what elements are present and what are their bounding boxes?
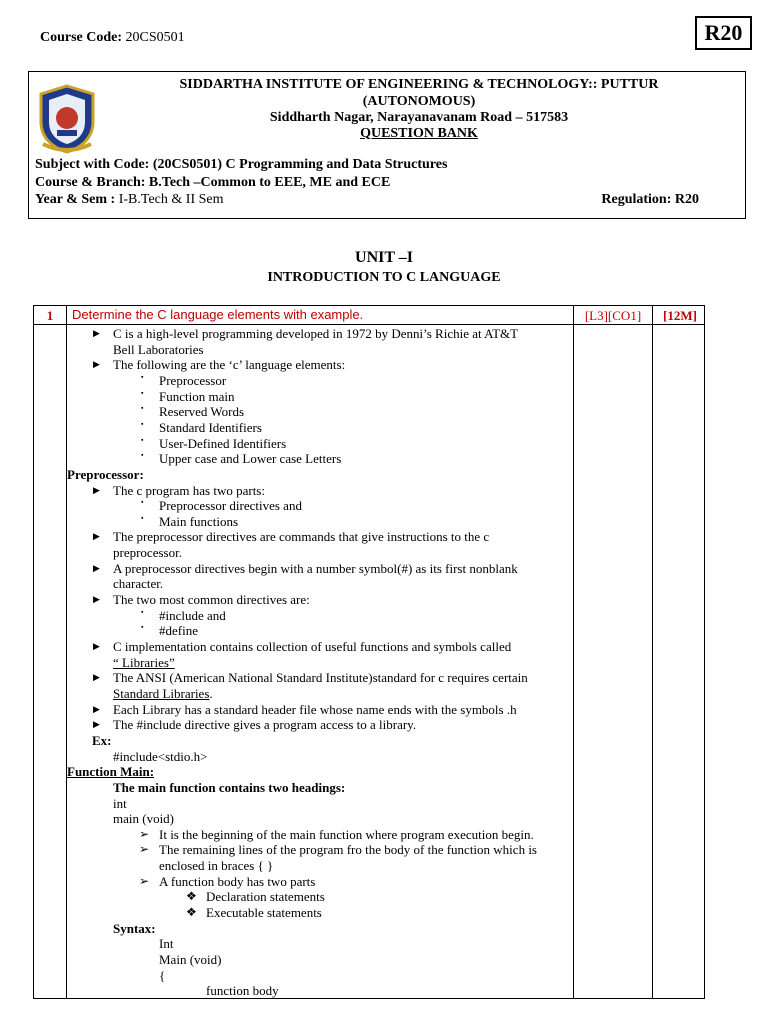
answer-line: C is a high-level programming developed in 1972 by Denni’s Richie at AT&T bbox=[113, 326, 519, 341]
regulation-line: Regulation: R20 bbox=[601, 192, 699, 207]
course-code-label: Course Code: bbox=[40, 30, 123, 45]
doc-title: QUESTION BANK bbox=[360, 126, 478, 141]
header-box bbox=[28, 71, 746, 219]
square-bullet-icon: ▪ bbox=[141, 372, 144, 381]
institute-name: SIDDARTHA INSTITUTE OF ENGINEERING & TECHNOLOGY:: PUTTUR bbox=[179, 77, 659, 92]
square-bullet-icon: ▪ bbox=[141, 419, 144, 428]
answer-line: Main (void) bbox=[159, 952, 222, 967]
unit-title: UNIT –I bbox=[355, 249, 413, 266]
answer-line: Standard Libraries. bbox=[113, 685, 213, 701]
answer-line: int bbox=[113, 795, 127, 811]
answer-line: Function main bbox=[159, 388, 235, 404]
question-number: 1 bbox=[46, 308, 54, 323]
arrow-bullet-icon: ▶ bbox=[93, 719, 100, 730]
answer-line: preprocessor. bbox=[113, 545, 182, 561]
question-marks: [12M] bbox=[663, 308, 697, 323]
answer-line: #define bbox=[159, 623, 198, 639]
square-bullet-icon: ▪ bbox=[141, 498, 144, 507]
diamond-bullet-icon: ❖ bbox=[186, 905, 197, 920]
answer-line: A preprocessor directives begin with a number symbol(#) as its first nonblank bbox=[113, 560, 518, 576]
year-line bbox=[35, 192, 224, 208]
autonomous-label: (AUTONOMOUS) bbox=[362, 94, 476, 109]
answer-line: #include<stdio.h> bbox=[113, 748, 208, 764]
answer-line: Preprocessor bbox=[159, 372, 227, 388]
course-code bbox=[40, 30, 185, 46]
square-bullet-icon: ▪ bbox=[141, 451, 144, 460]
answer-line: The following are the ‘c’ language elements: bbox=[113, 357, 346, 373]
answer-line: A function body has two parts bbox=[159, 873, 316, 889]
answer-line: Bell Laboratories bbox=[113, 341, 204, 357]
question-text: Determine the C language elements with example. bbox=[72, 307, 364, 322]
answer-line: Main functions bbox=[159, 513, 239, 529]
answer-line: Syntax: bbox=[113, 920, 156, 936]
answer-line: Standard Identifiers bbox=[159, 419, 262, 435]
answer-line: The preprocessor directives are commands that give instructions to the c bbox=[113, 529, 490, 545]
arrow-bullet-icon: ▶ bbox=[93, 641, 100, 651]
outline-arrow-bullet-icon: ➢ bbox=[139, 826, 150, 841]
answer-line: Executable statements bbox=[206, 905, 322, 921]
table-divider bbox=[573, 306, 574, 998]
subject-line: Subject with Code: (20CS0501) C Programming and Data Structures bbox=[35, 157, 448, 172]
answer-line: The main function contains two headings: bbox=[113, 779, 346, 795]
answer-line: “ Libraries” bbox=[113, 654, 175, 670]
diamond-bullet-icon: ❖ bbox=[186, 889, 197, 904]
answer-line: function body bbox=[206, 983, 279, 999]
square-bullet-icon: ▪ bbox=[141, 435, 144, 444]
year-value: I-B.Tech & II Sem bbox=[115, 192, 224, 207]
square-bullet-icon: ▪ bbox=[141, 607, 144, 616]
answer-line: C implementation contains collection of useful functions and symbols called bbox=[113, 639, 512, 654]
address: Siddharth Nagar, Narayanavanam Road – 517583 bbox=[269, 110, 569, 125]
answer-line: Each Library has a standard header file whose name ends with the symbols .h bbox=[113, 701, 517, 717]
table-divider bbox=[66, 306, 67, 998]
outline-arrow-bullet-icon: ➢ bbox=[139, 873, 150, 888]
standard-libraries-link-text: Standard Libraries bbox=[113, 685, 210, 701]
answer-line: character. bbox=[113, 576, 164, 592]
year-label: Year & Sem : bbox=[35, 192, 116, 207]
answer-line: Preprocessor: bbox=[67, 466, 144, 482]
regulation-badge: R20 bbox=[695, 16, 752, 50]
question-level: [L3][CO1] bbox=[584, 308, 642, 323]
answer-line: User-Defined Identifiers bbox=[159, 435, 287, 451]
course-code-value: 20CS0501 bbox=[125, 30, 185, 45]
outline-arrow-bullet-icon: ➢ bbox=[139, 842, 150, 857]
arrow-bullet-icon: ▶ bbox=[93, 484, 100, 495]
institute-logo bbox=[37, 82, 97, 154]
branch-line: Course & Branch: B.Tech –Common to EEE, ME and ECE bbox=[35, 175, 391, 190]
square-bullet-icon: ▪ bbox=[141, 404, 144, 413]
answer-line: The c program has two parts: bbox=[113, 482, 265, 498]
answer-line: #include and bbox=[159, 607, 226, 623]
arrow-bullet-icon: ▶ bbox=[93, 328, 100, 338]
table-header-rule bbox=[34, 324, 704, 325]
answer-line: Upper case and Lower case Letters bbox=[159, 451, 342, 467]
arrow-bullet-icon: ▶ bbox=[93, 594, 100, 605]
answer-line: Preprocessor directives and bbox=[159, 498, 302, 514]
arrow-bullet-icon: ▶ bbox=[93, 562, 100, 573]
answer-line: The two most common directives are: bbox=[113, 592, 310, 608]
answer-line: Function Main: bbox=[67, 764, 155, 780]
square-bullet-icon: ▪ bbox=[141, 388, 144, 397]
answer-line: Int bbox=[159, 936, 174, 952]
answer-line: Reserved Words bbox=[159, 404, 245, 420]
arrow-bullet-icon: ▶ bbox=[93, 531, 100, 542]
answer-line: enclosed in braces { } bbox=[159, 858, 274, 874]
question-table bbox=[33, 305, 705, 999]
arrow-bullet-icon: ▶ bbox=[93, 359, 100, 370]
answer-line: The remaining lines of the program fro the body of the function which is bbox=[159, 842, 537, 858]
answer-line: The ANSI (American National Standard Institute)standard for c requires certain bbox=[113, 670, 528, 686]
answer-line: { bbox=[159, 967, 166, 983]
arrow-bullet-icon: ▶ bbox=[93, 672, 100, 683]
answer-line: main (void) bbox=[113, 811, 175, 827]
unit-subtitle: INTRODUCTION TO C LANGUAGE bbox=[267, 270, 501, 285]
answer-line: It is the beginning of the main function where program execution begin. bbox=[159, 826, 534, 842]
square-bullet-icon: ▪ bbox=[141, 623, 144, 632]
answer-line: Declaration statements bbox=[206, 889, 325, 905]
arrow-bullet-icon: ▶ bbox=[93, 703, 100, 714]
square-bullet-icon: ▪ bbox=[141, 513, 144, 522]
answer-line: Ex: bbox=[92, 732, 112, 748]
answer-line: The #include directive gives a program access to a library. bbox=[113, 717, 417, 733]
table-divider bbox=[652, 306, 653, 998]
